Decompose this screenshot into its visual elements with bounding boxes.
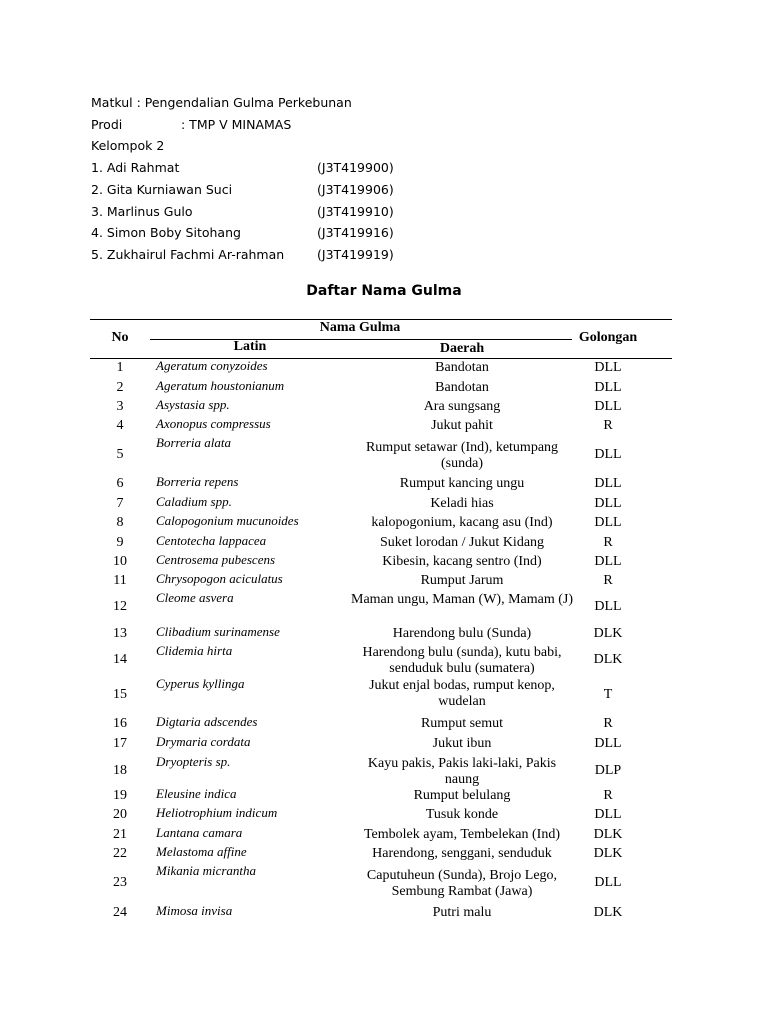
- header-nama-gulma: Nama Gulma: [319, 320, 401, 335]
- cell-no: 9: [116, 535, 124, 550]
- member-nim: (J3T419906): [317, 182, 394, 197]
- header-golongan: Golongan: [578, 330, 638, 345]
- cell-latin: Drymaria cordata: [156, 734, 251, 749]
- cell-golongan: DLL: [594, 807, 622, 822]
- cell-latin: Calopogonium mucunoides: [156, 513, 299, 528]
- cell-latin: Heliotrophium indicum: [156, 805, 278, 820]
- cell-daerah: Suket lorodan / Jukut Kidang: [379, 535, 545, 550]
- cell-latin: Ageratum conyzoides: [156, 358, 268, 373]
- cell-golongan: DLL: [594, 554, 622, 569]
- cell-daerah: Maman ungu, Maman (W), Mamam (J): [351, 592, 573, 607]
- cell-latin: Borreria alata: [156, 435, 231, 450]
- cell-golongan: DLK: [593, 827, 623, 842]
- cell-golongan: DLK: [593, 652, 623, 667]
- cell-golongan: R: [603, 418, 613, 433]
- cell-latin: Clibadium surinamense: [156, 624, 280, 639]
- cell-latin: Melastoma affine: [156, 844, 247, 859]
- cell-no: 4: [116, 418, 124, 433]
- member-name: 1. Adi Rahmat: [91, 160, 180, 175]
- cell-golongan: DLL: [594, 496, 622, 511]
- cell-daerah: Kayu pakis, Pakis laki-laki, Pakis naung: [367, 756, 557, 787]
- cell-daerah: Rumput semut: [420, 716, 504, 731]
- cell-golongan: DLL: [594, 399, 622, 414]
- cell-no: 19: [113, 788, 127, 803]
- cell-latin: Asystasia spp.: [156, 397, 230, 412]
- cell-golongan: R: [603, 716, 613, 731]
- cell-golongan: T: [603, 687, 613, 702]
- cell-no: 12: [113, 599, 127, 614]
- cell-latin: Centotecha lappacea: [156, 533, 267, 548]
- cell-no: 1: [116, 360, 124, 375]
- cell-no: 18: [113, 763, 127, 778]
- prodi-value: : TMP V MINAMAS: [181, 117, 292, 132]
- cell-no: 11: [113, 573, 127, 588]
- cell-latin: Borreria repens: [156, 474, 239, 489]
- cell-daerah: Bandotan: [435, 380, 489, 395]
- cell-daerah: Rumput belulang: [413, 788, 511, 803]
- cell-no: 20: [113, 807, 127, 822]
- cell-golongan: R: [603, 573, 613, 588]
- cell-no: 24: [113, 905, 127, 920]
- cell-no: 16: [113, 716, 127, 731]
- cell-golongan: DLK: [593, 846, 623, 861]
- cell-golongan: DLL: [594, 360, 622, 375]
- member-name: 4. Simon Boby Sitohang: [91, 225, 241, 240]
- cell-no: 17: [113, 736, 127, 751]
- cell-daerah: Rumput setawar (Ind), ketumpang (sunda): [365, 440, 559, 471]
- cell-no: 7: [116, 496, 124, 511]
- cell-latin: Caladium spp.: [156, 494, 232, 509]
- cell-latin: Mimosa invisa: [156, 903, 233, 918]
- cell-no: 23: [113, 875, 127, 890]
- member-name: 2. Gita Kurniawan Suci: [91, 182, 233, 197]
- member-nim: (J3T419919): [317, 247, 394, 262]
- member-name: 5. Zukhairul Fachmi Ar-rahman: [91, 247, 285, 262]
- cell-daerah: Jukut enjal bodas, rumput kenop, wudelan: [369, 678, 555, 709]
- cell-latin: Chrysopogon aciculatus: [156, 571, 283, 586]
- member-name: 3. Marlinus Gulo: [91, 204, 193, 219]
- cell-latin: Mikania micrantha: [156, 863, 257, 878]
- cell-daerah: Tembolek ayam, Tembelekan (Ind): [363, 827, 561, 842]
- matkul-line: Matkul : Pengendalian Gulma Perkebunan: [91, 95, 352, 110]
- prodi-label: Prodi: [91, 117, 123, 132]
- cell-daerah: Harendong, senggani, senduduk: [372, 846, 552, 861]
- cell-golongan: DLK: [593, 626, 623, 641]
- cell-daerah: Putri malu: [432, 905, 492, 920]
- cell-no: 2: [116, 380, 124, 395]
- cell-daerah: Harendong bulu (sunda), kutu babi, senduduk bulu (sumatera): [362, 645, 562, 676]
- cell-golongan: DLK: [593, 905, 623, 920]
- page-title: Daftar Nama Gulma: [306, 283, 462, 299]
- cell-latin: Centrosema pubescens: [156, 552, 276, 567]
- cell-golongan: DLL: [594, 515, 622, 530]
- cell-golongan: R: [603, 535, 613, 550]
- cell-daerah: Rumput Jarum: [420, 573, 504, 588]
- cell-latin: Eleusine indica: [156, 786, 237, 801]
- cell-no: 10: [113, 554, 127, 569]
- cell-daerah: Bandotan: [435, 360, 489, 375]
- cell-latin: Dryopteris sp.: [156, 754, 231, 769]
- cell-golongan: R: [603, 788, 613, 803]
- cell-latin: Cyperus kyllinga: [156, 676, 245, 691]
- cell-no: 15: [113, 687, 127, 702]
- cell-latin: Lantana camara: [156, 825, 243, 840]
- header-no: No: [111, 330, 129, 345]
- header-daerah: Daerah: [439, 341, 485, 356]
- cell-no: 8: [116, 515, 124, 530]
- header-latin: Latin: [233, 339, 267, 354]
- cell-no: 3: [116, 399, 124, 414]
- cell-golongan: DLP: [594, 763, 622, 778]
- cell-daerah: Caputuheun (Sunda), Brojo Lego, Sembung Rambat (Jawa): [366, 868, 558, 899]
- member-nim: (J3T419900): [317, 160, 394, 175]
- cell-latin: Ageratum houstonianum: [156, 378, 285, 393]
- cell-daerah: Kibesin, kacang sentro (Ind): [382, 554, 542, 569]
- cell-golongan: DLL: [594, 736, 622, 751]
- cell-latin: Clidemia hirta: [156, 643, 233, 658]
- cell-daerah: Rumput kancing ungu: [399, 476, 525, 491]
- cell-golongan: DLL: [594, 447, 622, 462]
- member-nim: (J3T419910): [317, 204, 394, 219]
- cell-no: 14: [113, 652, 127, 667]
- cell-golongan: DLL: [594, 476, 622, 491]
- cell-golongan: DLL: [594, 875, 622, 890]
- cell-no: 22: [113, 846, 127, 861]
- cell-daerah: Jukut ibun: [432, 736, 492, 751]
- cell-latin: Cleome asvera: [156, 590, 234, 605]
- cell-no: 21: [113, 827, 127, 842]
- cell-no: 5: [116, 447, 124, 462]
- cell-latin: Digtaria adscendes: [156, 714, 258, 729]
- cell-daerah: Tusuk konde: [425, 807, 499, 822]
- member-nim: (J3T419916): [317, 225, 394, 240]
- cell-no: 13: [113, 626, 127, 641]
- cell-golongan: DLL: [594, 599, 622, 614]
- cell-daerah: kalopogonium, kacang asu (Ind): [371, 515, 553, 530]
- cell-daerah: Ara sungsang: [423, 399, 501, 414]
- kelompok-line: Kelompok 2: [91, 138, 165, 153]
- cell-golongan: DLL: [594, 380, 622, 395]
- cell-daerah: Harendong bulu (Sunda): [392, 626, 532, 641]
- cell-daerah: Keladi hias: [430, 496, 494, 511]
- cell-no: 6: [116, 476, 124, 491]
- cell-latin: Axonopus compressus: [156, 416, 271, 431]
- cell-daerah: Jukut pahit: [431, 418, 493, 433]
